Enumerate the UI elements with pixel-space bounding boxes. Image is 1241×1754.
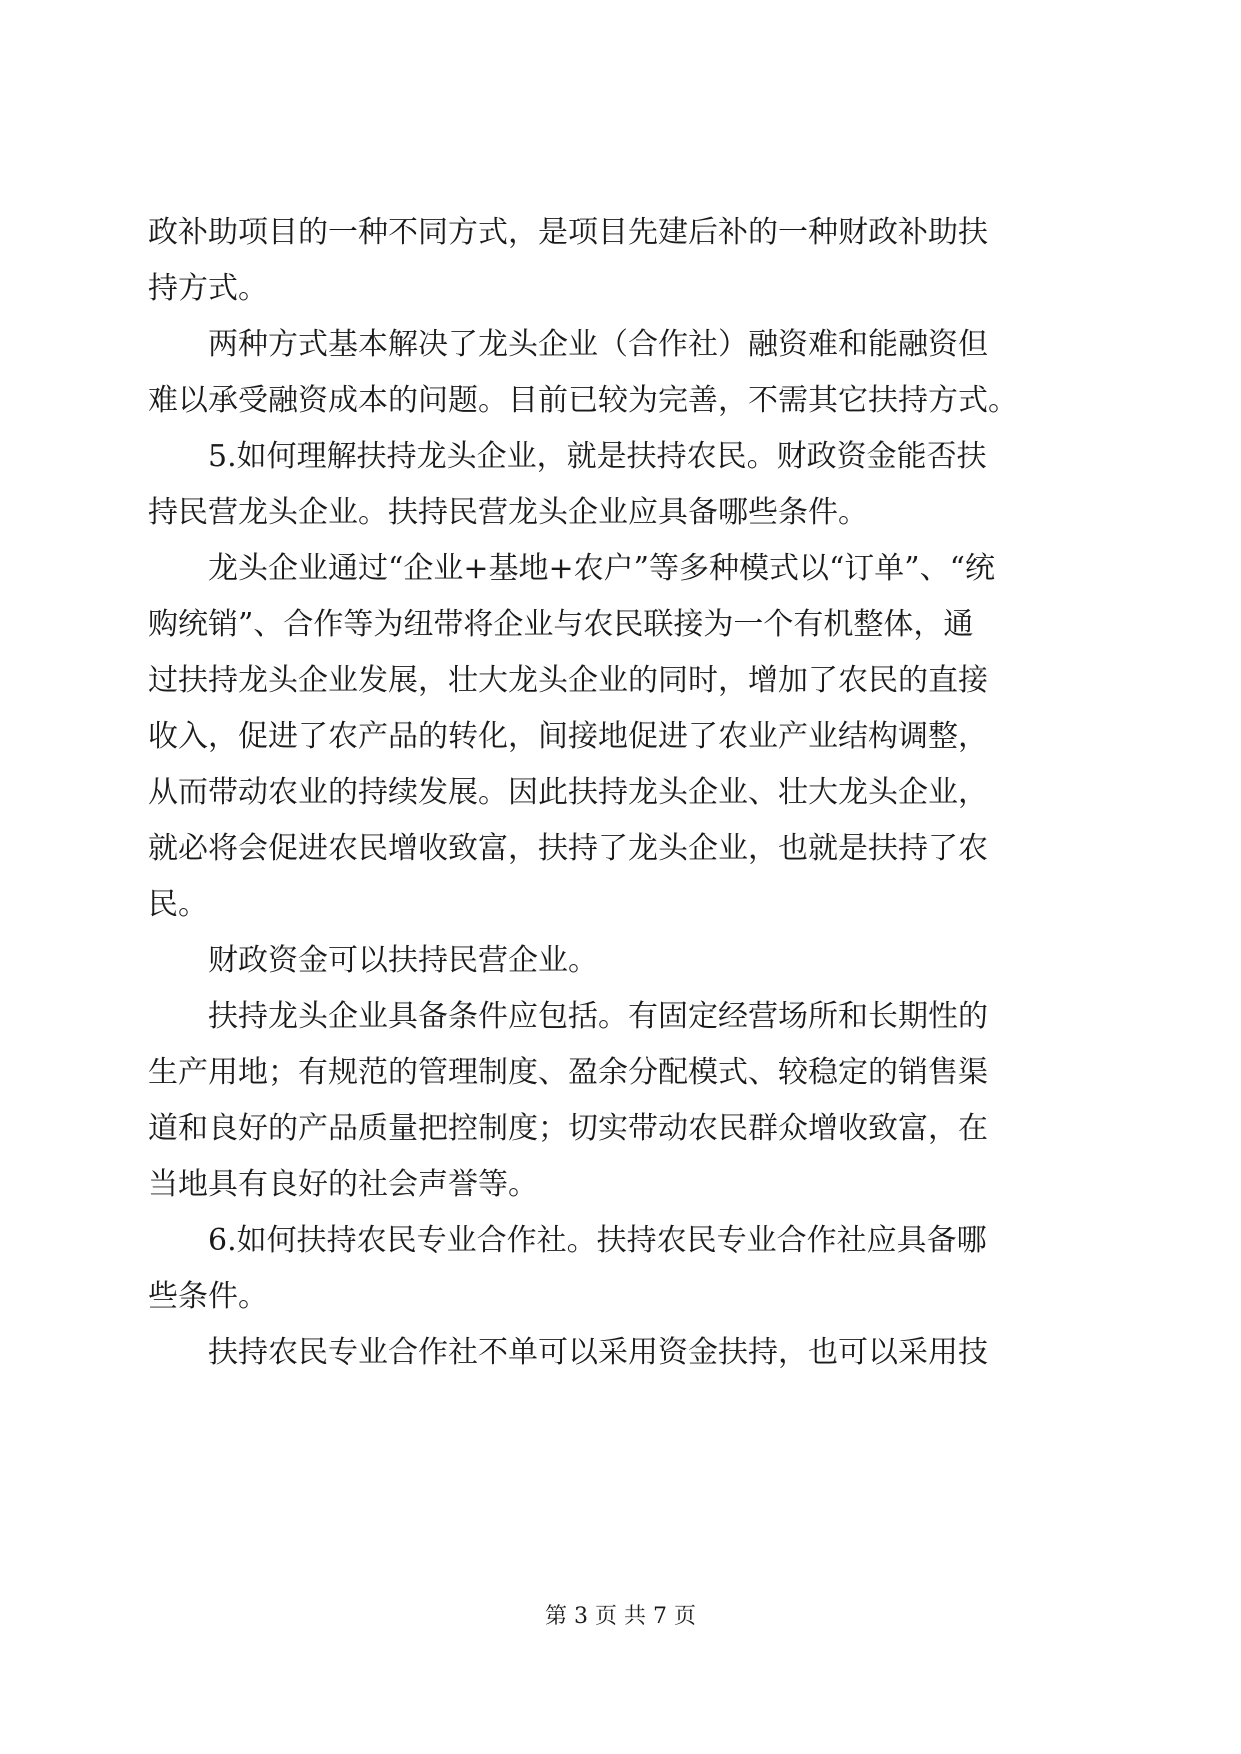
text-line: 生产用地；有规范的管理制度、盈余分配模式、较稳定的销售渠 — [148, 1055, 988, 1090]
text-line: 购统销”、合作等为纽带将企业与农民联接为一个有机整体，通 — [148, 607, 974, 642]
text-line: 收入，促进了农产品的转化，间接地促进了农业产业结构调整， — [148, 719, 988, 754]
page-number-footer: 第 3 页 共 7 页 — [545, 1604, 696, 1629]
text-line: 财政资金可以扶持民营企业。 — [208, 943, 598, 978]
text-line: 从而带动农业的持续发展。因此扶持龙头企业、壮大龙头企业， — [148, 775, 988, 810]
text-line: 难以承受融资成本的问题。目前已较为完善，不需其它扶持方式。 — [148, 383, 1018, 418]
text-line: 就必将会促进农民增收致富，扶持了龙头企业，也就是扶持了农 — [148, 831, 988, 866]
text-line: 道和良好的产品质量把控制度；切实带动农民群众增收致富，在 — [148, 1111, 988, 1146]
text-line: 民。 — [148, 887, 208, 922]
text-line: 当地具有良好的社会声誉等。 — [148, 1167, 538, 1202]
text-line: 持民营龙头企业。扶持民营龙头企业应具备哪些条件。 — [148, 495, 868, 530]
text-line: 龙头企业通过“企业+基地+农户”等多种模式以“订单”、“统 — [208, 551, 995, 586]
text-line: 5.如何理解扶持龙头企业，就是扶持农民。财政资金能否扶 — [208, 439, 987, 474]
text-line: 些条件。 — [148, 1279, 268, 1314]
text-line: 政补助项目的一种不同方式，是项目先建后补的一种财政补助扶 — [148, 215, 988, 250]
text-line: 扶持农民专业合作社不单可以采用资金扶持，也可以采用技 — [208, 1335, 988, 1370]
text-line: 过扶持龙头企业发展，壮大龙头企业的同时，增加了农民的直接 — [148, 663, 988, 698]
text-line: 两种方式基本解决了龙头企业（合作社）融资难和能融资但 — [208, 327, 988, 362]
text-line: 持方式。 — [148, 271, 268, 306]
text-line: 扶持龙头企业具备条件应包括。有固定经营场所和长期性的 — [208, 999, 988, 1034]
text-line: 6.如何扶持农民专业合作社。扶持农民专业合作社应具备哪 — [208, 1223, 987, 1258]
